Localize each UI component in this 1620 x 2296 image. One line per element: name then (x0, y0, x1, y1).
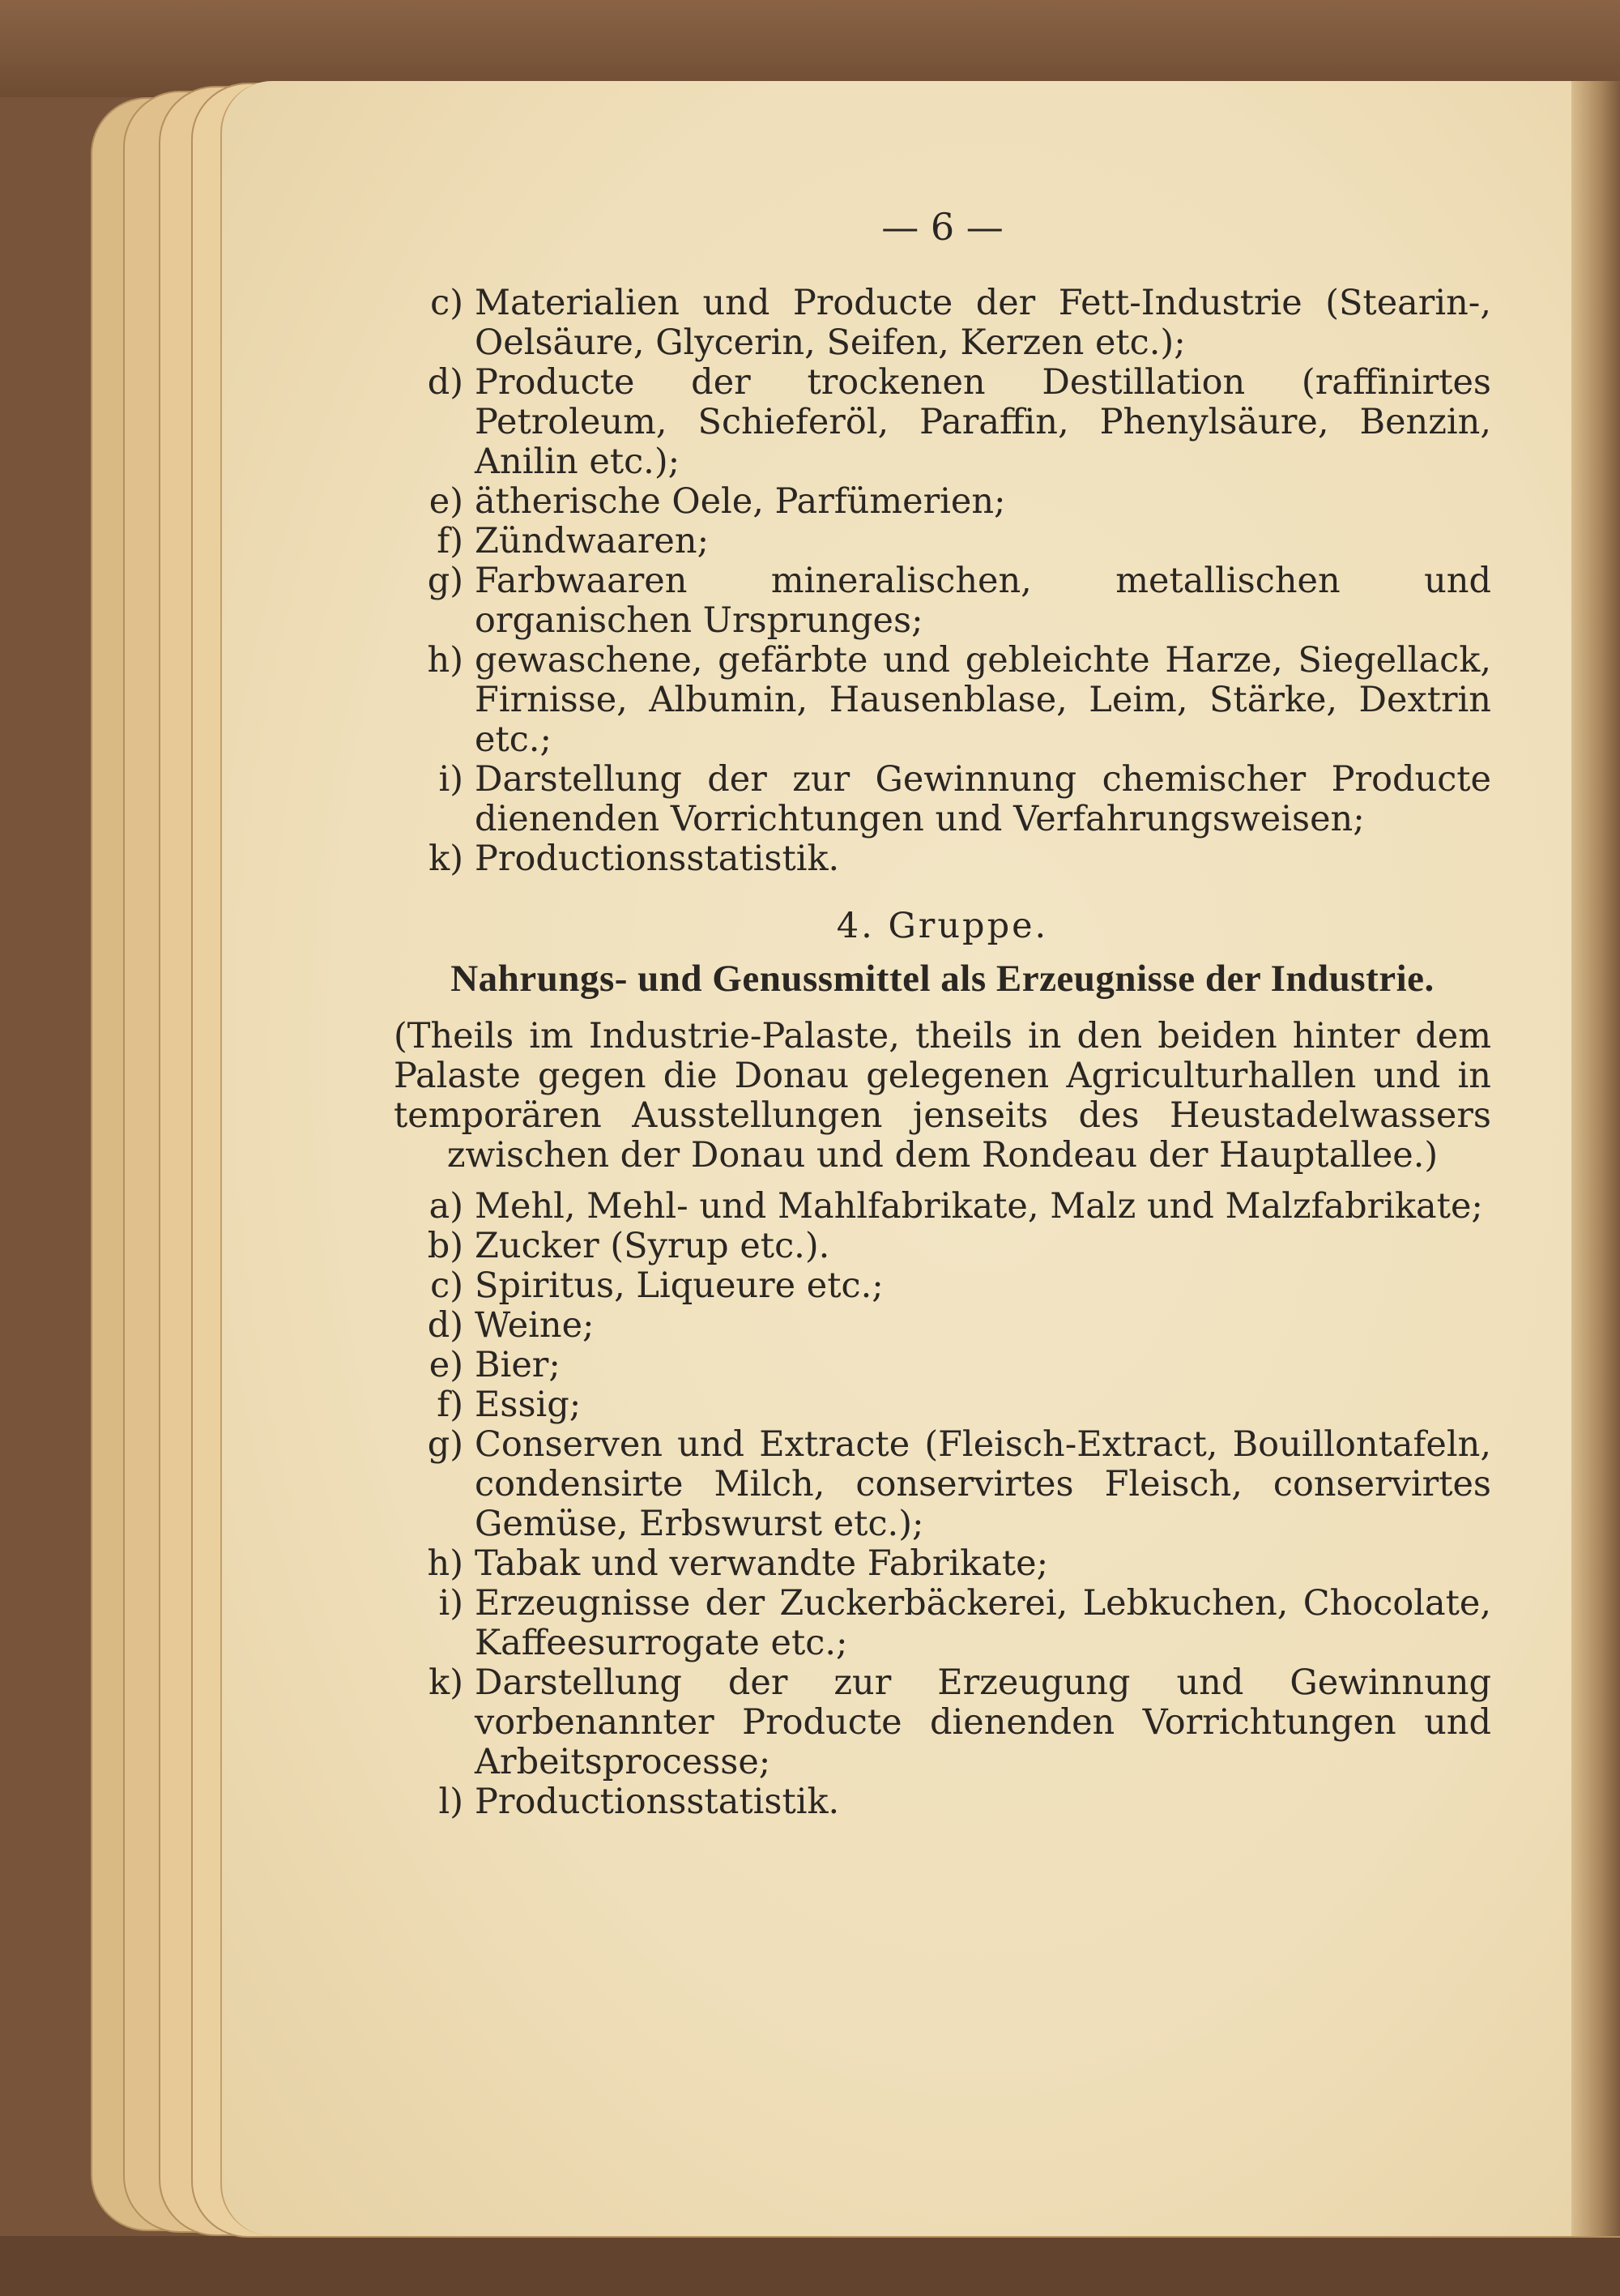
item-text: Productionsstatistik. (475, 839, 840, 879)
item-marker: e) (428, 481, 463, 522)
item-text: Essig; (475, 1385, 582, 1425)
list-item (427, 1305, 1491, 1346)
item-marker: c) (430, 1265, 463, 1306)
item-text: Tabak und verwandte Fabrikate; (475, 1543, 1049, 1584)
book-gutter (1571, 81, 1620, 2236)
item-marker: f) (437, 521, 463, 561)
group-label: 4. Gruppe. (836, 906, 1049, 946)
list-item (428, 1186, 1491, 1227)
item-marker: g) (427, 561, 463, 601)
item-marker: g) (427, 1424, 463, 1465)
list-item (428, 1345, 1491, 1385)
list-item (427, 561, 1491, 641)
list-item (438, 1782, 1491, 1822)
item-text: Zucker (Syrup etc.). (475, 1226, 830, 1266)
item-marker: k) (428, 1662, 463, 1703)
item-marker: l) (438, 1782, 463, 1822)
list-item (427, 640, 1491, 760)
list-item (438, 1583, 1491, 1663)
item-text: Producte der trockenen Destillation (raffinirtes Petroleum, Schieferöl, Paraffin, Phenylsäure, Benzin, Anilin etc.); (475, 362, 1491, 482)
list-item (437, 1385, 1491, 1425)
item-text: Weine; (475, 1305, 595, 1346)
item-marker: i) (438, 1583, 463, 1624)
chemical-products-list (394, 284, 1491, 879)
list-item (427, 1543, 1491, 1584)
list-item (428, 1662, 1491, 1782)
list-item (437, 521, 1491, 561)
item-text: Darstellung der zur Erzeugung und Gewinnung vorbenannter Producte dienenden Vorrichtungen und Arbeitsprocesse; (475, 1662, 1491, 1782)
item-text: Productionsstatistik. (475, 1782, 840, 1822)
list-item (430, 1265, 1491, 1306)
item-marker: f) (437, 1385, 463, 1425)
list-item (428, 839, 1491, 879)
list-item (427, 362, 1491, 482)
item-text: Spiritus, Liqueure etc.; (475, 1265, 884, 1306)
item-text: Erzeugnisse der Zuckerbäckerei, Lebkuchen, Chocolate, Kaffeesurrogate etc.; (475, 1583, 1491, 1663)
item-marker: e) (428, 1345, 463, 1385)
item-text: Materialien und Producte der Fett-Industrie (Stearin-, Oelsäure, Glycerin, Seifen, Kerzen etc.); (475, 283, 1491, 363)
food-products-list (394, 1187, 1491, 1822)
item-text: Bier; (475, 1345, 561, 1385)
list-item (428, 481, 1491, 522)
item-marker: d) (427, 1305, 463, 1346)
item-text: Farbwaaren mineralischen, metallischen und organischen Ursprunges; (475, 561, 1491, 641)
item-text: Conserven und Extracte (Fleisch-Extract, Bouillontafeln, condensirte Milch, conservirtes Fleisch, conservirtes Gemüse, Erbswurst etc.); (475, 1424, 1491, 1544)
item-text: Darstellung der zur Gewinnung chemischer Producte dienenden Vorrichtungen und Verfahrungsweisen; (475, 759, 1491, 839)
item-marker: h) (427, 640, 463, 681)
list-item (430, 283, 1491, 363)
item-marker: d) (427, 362, 463, 403)
item-text: ätherische Oele, Parfümerien; (475, 481, 1006, 522)
group-note: (Theils im Industrie-Palaste, theils in den beiden hinter dem Palaste gegen die Donau gelegenen Agriculturhallen und in temporären Ausstellungen jenseits des Heustadelwassers zwischen der Donau und dem Rondeau der Hauptallee.) (394, 1016, 1491, 1176)
group-title: Nahrungs- und Genussmittel als Erzeugnisse der Industrie. (450, 958, 1435, 1000)
item-marker: c) (430, 283, 463, 323)
list-item (427, 1226, 1491, 1266)
item-marker: i) (438, 759, 463, 800)
item-text: gewaschene, gefärbte und gebleichte Harze, Siegellack, Firnisse, Albumin, Hausenblase, Leim, Stärke, Dextrin etc.; (475, 640, 1491, 760)
page-number: — 6 — (881, 205, 1004, 249)
list-item (427, 1424, 1491, 1544)
item-text: Mehl, Mehl- und Mahlfabrikate, Malz und Malzfabrikate; (475, 1186, 1483, 1227)
item-marker: k) (428, 839, 463, 879)
item-marker: a) (428, 1186, 463, 1227)
list-item (438, 759, 1491, 839)
item-marker: b) (427, 1226, 463, 1266)
item-marker: h) (427, 1543, 463, 1584)
background-bottom (0, 2236, 1620, 2296)
item-text: Zündwaaren; (475, 521, 710, 561)
page-content (394, 203, 1491, 1822)
